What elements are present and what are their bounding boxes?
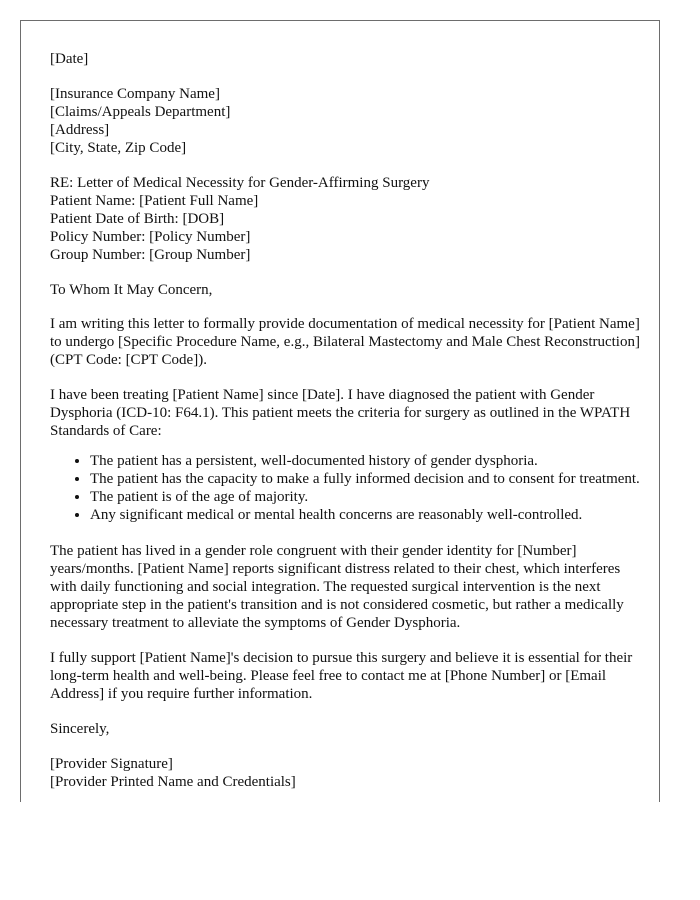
paragraph-support: I fully support [Patient Name]'s decision to pursue this surgery and believe it is essential for their long-term health and well-being. Please feel free to contact me at [Phone Number] or [Email Address] if you require further information. [50,650,633,702]
re-policy-number: Policy Number: [Policy Number] [50,229,251,245]
criteria-item: • The patient has a persistent, well-documented history of gender dysphoria. [90,452,645,470]
criteria-item: • The patient has the capacity to make a fully informed decision and to consent for treatment. [90,470,645,488]
provider-signature: [Provider Signature] [50,756,173,772]
date-text: [Date] [50,51,89,67]
closing: Sincerely, [50,721,110,737]
criteria-item: • The patient is of the age of majority. [90,488,645,506]
paragraph-diagnosis: I have been treating [Patient Name] since [Date]. I have diagnosed the patient with Gender Dysphoria (ICD-10: F64.1). This patient meets the criteria for surgery as outlined in the WPATH Standards of Care: [50,387,631,439]
re-block [50,174,645,264]
re-subject: RE: Letter of Medical Necessity for Gender-Affirming Surgery [50,175,430,191]
paragraph-history: The patient has lived in a gender role congruent with their gender identity for [Number] years/months. [Patient Name] reports significant distress related to their chest, which interferes with daily functioning and social integration. The requested surgical intervention is the next appropriate step in the patient's transition and is not considered cosmetic, but rather a medically necessary treatment to alleviate the symptoms of Gender Dysphoria. [50,543,624,631]
recipient-company: [Insurance Company Name] [50,86,220,102]
letter-page [20,20,660,802]
recipient-address: [Address] [50,122,110,138]
re-group-number: Group Number: [Group Number] [50,247,251,263]
criteria-list [50,452,645,524]
letter-content [50,50,645,791]
signature-block [50,755,645,791]
recipient-city-state-zip: [City, State, Zip Code] [50,140,187,156]
re-patient-name: Patient Name: [Patient Full Name] [50,193,259,209]
provider-printed-name: [Provider Printed Name and Credentials] [50,774,296,790]
criteria-item: • Any significant medical or mental health concerns are reasonably well-controlled. [90,506,645,524]
salutation: To Whom It May Concern, [50,282,213,298]
re-patient-dob: Patient Date of Birth: [DOB] [50,211,225,227]
date-line [50,50,645,68]
paragraph-necessity: I am writing this letter to formally provide documentation of medical necessity for [Patient Name] to undergo [Specific Procedure Name, e.g., Bilateral Mastectomy and Male Chest Reconstruction] (CPT Code: [CPT Code]). [50,316,640,368]
recipient-address-block [50,85,645,157]
recipient-department: [Claims/Appeals Department] [50,104,231,120]
